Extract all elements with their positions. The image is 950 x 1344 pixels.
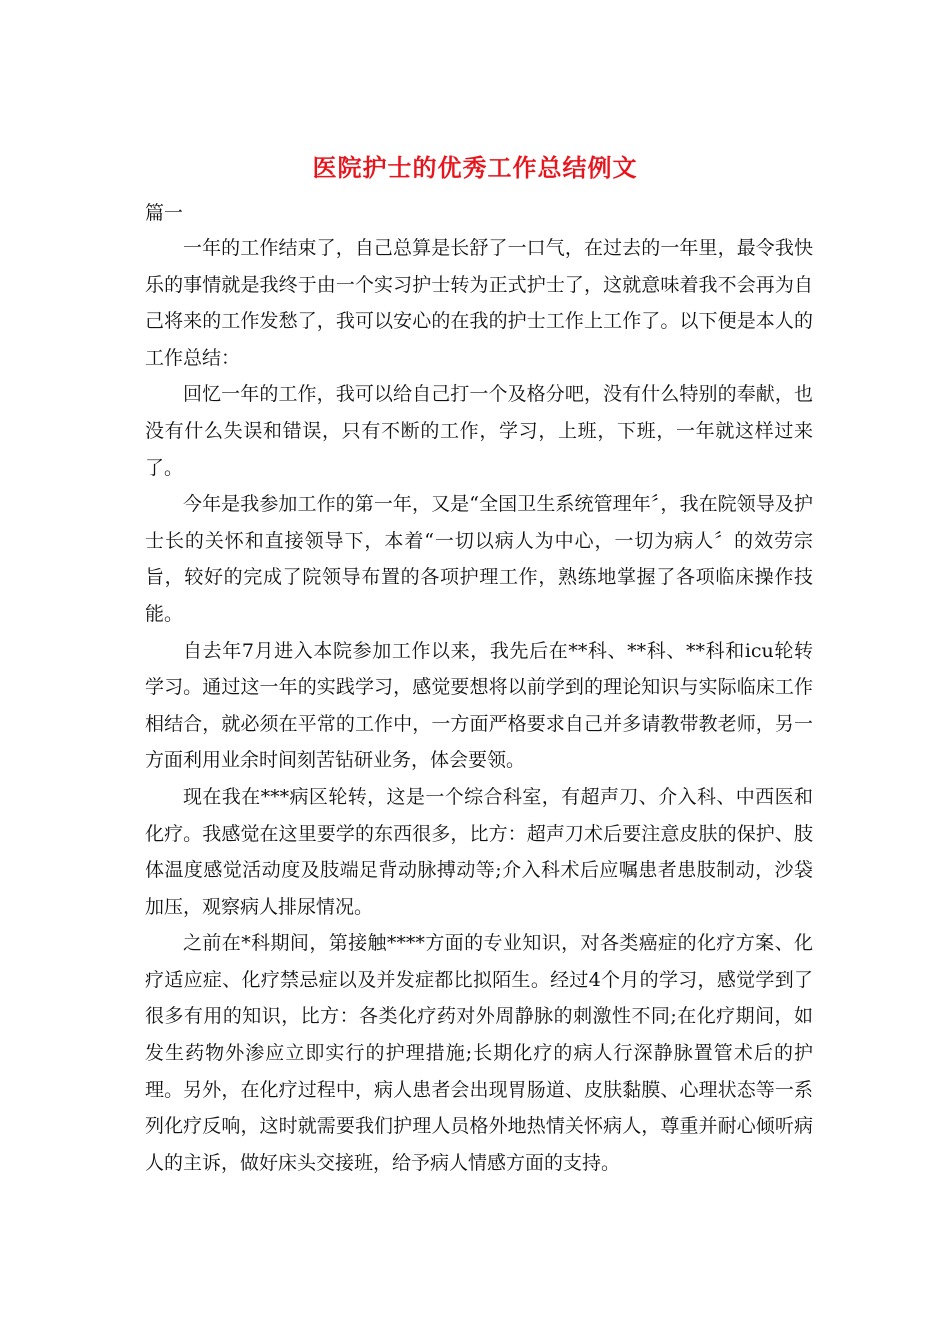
paragraph: 现在我在***病区轮转，这是一个综合科室，有超声刀、介入科、中西医和化疗。我感觉在这里要学的东西很多，比方：超声刀术后要注意皮肤的保护、肢体温度感觉活动度及肢端足背动脉搏动等;介入科术后应嘱患者患肢制动，沙袋加压，观察病人排尿情况。 <box>145 785 813 918</box>
paragraph: 今年是我参加工作的第一年，又是“全国卫生系统管理年〞，我在院领导及护士长的关怀和直接领导下，本着“一切以病人为中心，一切为病人〞的效劳宗旨，较好的完成了院领导布置的各项护理工作，熟练地掌握了各项临床操作技能。 <box>145 493 813 625</box>
paragraph: 回忆一年的工作，我可以给自己打一个及格分吧，没有什么特别的奉献，也没有什么失误和错误，只有不断的工作，学习，上班，下班，一年就这样过来了。 <box>145 383 813 479</box>
document-title: 医院护士的优秀工作总结例文 <box>312 153 638 182</box>
paragraph: 一年的工作结束了，自己总算是长舒了一口气，在过去的一年里，最令我快乐的事情就是我终于由一个实习护士转为正式护士了，这就意味着我不会再为自己将来的工作发愁了，我可以安心的在我的护士工作上工作了。以下便是本人的工作总结： <box>145 237 813 369</box>
document-body <box>145 230 813 1181</box>
paragraph: 自去年7月进入本院参加工作以来，我先后在**科、**科、**科和icu轮转学习。通过这一年的实践学习，感觉要想将以前学到的理论知识与实际临床工作相结合，就必须在平常的工作中，一方面严格要求自己并多请教带教老师，另一方面利用业余时间刻苦钻研业务，体会要领。 <box>145 639 813 772</box>
section-label: 篇一 <box>145 202 184 224</box>
paragraph: 之前在*科期间，第接触****方面的专业知识，对各类癌症的化疗方案、化疗适应症、化疗禁忌症以及并发症都比拟陌生。经过4个月的学习，感觉学到了很多有用的知识，比方：各类化疗药对外周静脉的刺激性不同;在化疗期间，如发生药物外渗应立即实行的护理措施;长期化疗的病人行深静脉置管术后的护理。另外，在化疗过程中，病人患者会出现胃肠道、皮肤黏膜、心理状态等一系列化疗反响，这时就需要我们护理人员格外地热情关怀病人，尊重并耐心倾听病人的主诉，做好床头交接班，给予病人情感方面的支持。 <box>145 932 813 1174</box>
